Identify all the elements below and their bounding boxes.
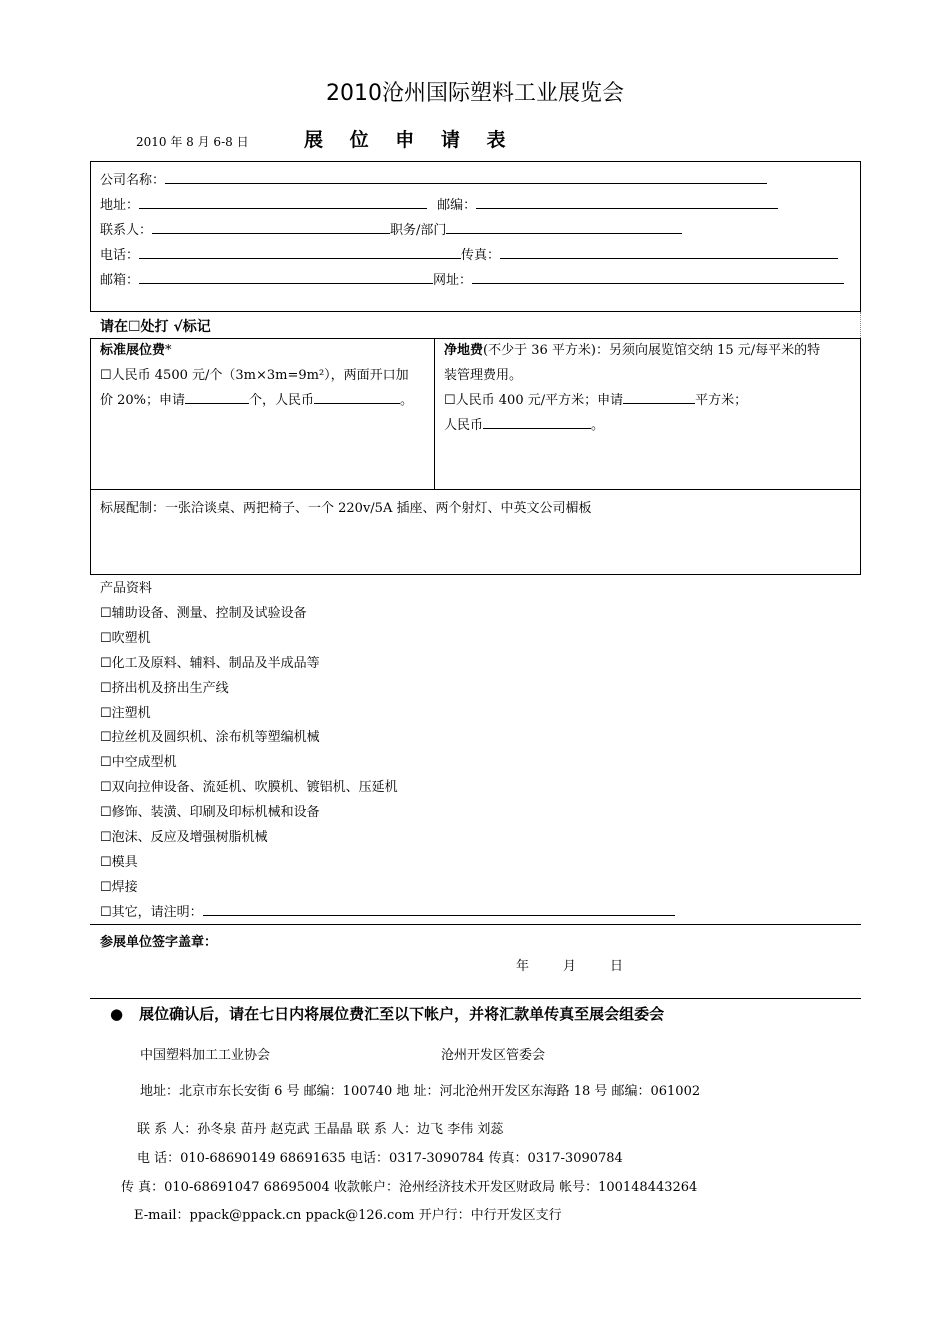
event-date: 2010 年 8 月 6-8 日 [136, 135, 249, 149]
fax-label: 传真： [461, 248, 501, 263]
product-item[interactable]: ☐注塑机 [100, 705, 151, 721]
dotted-edge [860, 312, 861, 338]
contact-row [100, 219, 682, 238]
signature-date [516, 955, 623, 974]
raw-space-period: 。 [591, 418, 605, 433]
product-item[interactable]: ☐焊接 [100, 879, 138, 895]
phone-line: 电 话：010-68690149 68691635 电话：0317-3090784 传真：0317-3090784 [137, 1151, 623, 1166]
position-field[interactable] [446, 221, 682, 234]
company-name-row [100, 169, 767, 188]
standard-booth-star: * [165, 343, 172, 358]
product-other-field[interactable] [203, 903, 675, 916]
contact-label: 联系人： [100, 223, 153, 238]
standard-booth-count-field[interactable] [185, 391, 249, 404]
raw-space-desc: (不少于 36 平方米)：另须向展览馆交纳 15 元/每平米的特 [483, 343, 821, 358]
signature-day: 日 [610, 959, 624, 974]
standard-booth-price[interactable]: ☐人民币 4500 元/个（3m×3m=9m²），两面开口加 [100, 368, 409, 383]
signature-label: 参展单位签字盖章： [100, 935, 218, 950]
email-field[interactable] [139, 271, 433, 284]
product-item[interactable]: ☐中空成型机 [100, 755, 177, 771]
phone-row [100, 244, 838, 263]
org-left: 中国塑料加工工业协会 [140, 1048, 271, 1063]
standard-booth-period: 。 [400, 393, 414, 408]
standard-booth-title: 标准展位费 [100, 343, 166, 358]
product-other-label[interactable]: ☐其它，请注明： [100, 904, 203, 920]
document-title: 2010沧州国际塑料工业展览会 [326, 81, 624, 106]
notice-text: 展位确认后，请在七日内将展位费汇至以下帐户，并将汇款单传真至展会组委会 [139, 1005, 665, 1023]
form-subtitle: 展 位 申 请 表 [304, 129, 516, 151]
email-row [100, 269, 844, 288]
raw-space-desc-2: 装管理费用。 [444, 368, 523, 383]
raw-space-sqm-field[interactable] [623, 391, 695, 404]
notice-divider [90, 998, 861, 999]
booth-column-divider [434, 338, 435, 490]
raw-space-cell [444, 338, 856, 438]
raw-space-title: 净地费 [444, 343, 484, 358]
company-name-field[interactable] [165, 171, 767, 184]
product-heading: 产品资料 [100, 581, 153, 596]
signature-year: 年 [516, 959, 530, 974]
company-name-label: 公司名称： [100, 173, 166, 188]
email-line: E-mail：ppack@ppack.cn ppack@126.com 开户行：中行开发区支行 [134, 1208, 562, 1223]
product-item[interactable]: ☐双向拉伸设备、流延机、吹膜机、镀铝机、压延机 [100, 780, 398, 796]
postcode-field[interactable] [476, 196, 778, 209]
product-list [100, 577, 675, 926]
raw-space-rmb-label: 人民币 [444, 418, 484, 433]
notice [110, 1003, 664, 1024]
website-label: 网址： [433, 273, 473, 288]
product-item[interactable]: ☐模具 [100, 854, 138, 870]
address-label: 地址： [100, 198, 140, 213]
email-label: 邮箱： [100, 273, 140, 288]
website-field[interactable] [472, 271, 844, 284]
signature-divider [90, 924, 861, 925]
address-line: 地址：北京市东长安街 6 号 邮编：100740 地 址：河北沧州开发区东海路 18 号 邮编：061002 [140, 1084, 701, 1099]
standard-booth-amount-field[interactable] [314, 391, 400, 404]
standard-booth-rmb-label: 个，人民币 [249, 393, 315, 408]
raw-space-sqm-label: 平方米； [695, 393, 748, 408]
fax-line: 传 真：010-68691047 68695004 收款帐户：沧州经济技术开发区财政局 帐号：100148443264 [121, 1180, 698, 1195]
contact-field[interactable] [152, 221, 390, 234]
fax-field[interactable] [500, 246, 838, 259]
position-label: 职务/部门 [390, 223, 447, 238]
org-right: 沧州开发区管委会 [441, 1048, 546, 1063]
product-item[interactable]: ☐拉丝机及圆织机、涂布机等塑编机械 [100, 730, 320, 746]
standard-booth-apply-label: 价 20%；申请 [100, 393, 186, 408]
product-item[interactable]: ☐化工及原料、辅料、制品及半成品等 [100, 655, 320, 671]
product-item[interactable]: ☐泡沫、反应及增强树脂机械 [100, 830, 268, 846]
mark-instruction: 请在☐处打 √标记 [100, 319, 211, 335]
postcode-label: 邮编： [437, 198, 477, 213]
address-field[interactable] [139, 196, 427, 209]
phone-label: 电话： [100, 248, 140, 263]
product-item[interactable]: ☐挤出机及挤出生产线 [100, 680, 229, 696]
bullet-icon: ● [110, 1005, 124, 1023]
product-item[interactable]: ☐修饰、装潢、印刷及印标机械和设备 [100, 805, 320, 821]
phone-field[interactable] [139, 246, 461, 259]
product-item[interactable]: ☐辅助设备、测量、控制及试验设备 [100, 605, 307, 621]
product-item[interactable]: ☐吹塑机 [100, 630, 151, 646]
raw-space-amount-field[interactable] [483, 416, 591, 429]
contact-line: 联 系 人：孙冬泉 苗丹 赵克武 王晶晶 联 系 人：边飞 李伟 刘蕊 [137, 1122, 504, 1137]
signature-month: 月 [563, 959, 577, 974]
standard-booth-cell [100, 338, 430, 413]
raw-space-price[interactable]: ☐人民币 400 元/平方米；申请 [444, 393, 624, 408]
standard-config-text: 标展配制：一张洽谈桌、两把椅子、一个 220v/5A 插座、两个射灯、中英文公司楣板 [100, 501, 592, 516]
address-row [100, 194, 778, 213]
booth-row-divider [90, 489, 861, 490]
